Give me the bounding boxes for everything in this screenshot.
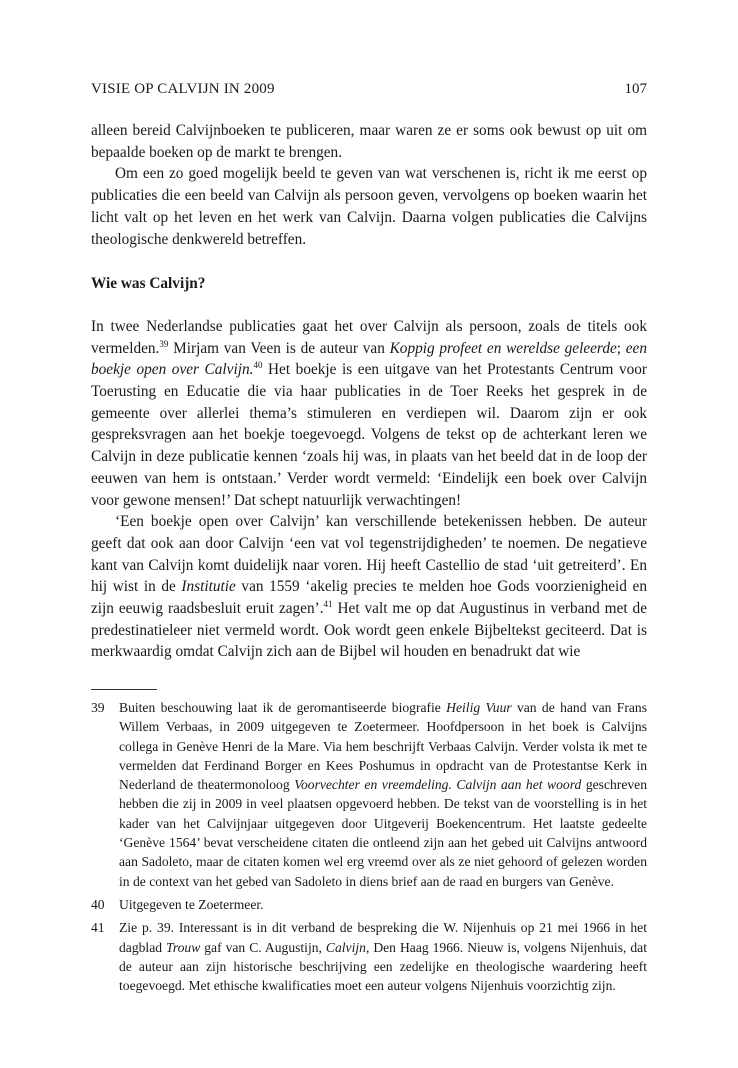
text-run: Het boekje is een uitgave van het Protestants Centrum voor Toerusting en Educatie die via haar publicaties in de Toer Reeks het gesprek in de gemeente over allerlei thema’s stimuleren en verdiepen wil. Daarom zijn er ook gespreksvragen aan het boekje toegevoegd. Volgens de tekst op de achterkant leren we Calvijn in deze publicatie kennen ‘zoals hij was, in plaats van het beeld dat in de loop der eeuwen van hem is ontstaan.’ Verder wordt vermeld: ‘Eindelijk een boek over Calvijn voor gewone mensen!’ Dat schept natuurlijk verwachtingen! [91, 361, 647, 509]
text-run: Zie p. 39. Interessant is in dit verband de bespreking die W. Nijenhuis op 21 mei 1966 in het dagblad [119, 920, 647, 955]
main-text [91, 120, 647, 663]
footnote-ref-39[interactable]: 39 [159, 338, 169, 349]
text-run: Buiten beschouwing laat ik de geromantiseerde biografie [119, 700, 447, 715]
footnote-number: 41 [91, 920, 105, 936]
running-title: VISIE OP CALVIJN IN 2009 [91, 81, 275, 97]
footnotes [91, 698, 647, 999]
text-run: ‘Een boekje open over Calvijn’ kan verschillende betekenissen hebben. De auteur geeft dat ook aan door Calvijn ‘een vat vol tegenstrijdigheden’ te noemen. De negatieve kant van Calvijn komt duidelijk naar voren. Hij heeft Castellio de stad ‘uit getreiterd’. En hij wist in de [91, 513, 647, 596]
text-run: Mirjam van Veen is de auteur van [168, 339, 390, 357]
paragraph-boekje [91, 511, 647, 663]
text-run: ; [616, 339, 626, 357]
footnote-40 [91, 895, 647, 914]
book-title: Heilig Vuur [446, 700, 512, 715]
book-title: Koppig profeet en wereldse geleerde [389, 339, 617, 357]
running-head [91, 78, 647, 100]
text-run: van de hand van Frans Willem Verbaas, in 2009 uitgegeven te Zoetermeer. Hoofdpersoon in het boek is Calvijns collega in Genève Henri de la Mare. Via hem beschrijft Verbaas Calvijn. Verder volsta ik met te vermelden dat Ferdinand Borger en Kees Poshumus in opdracht van de Protestantse Kerk in Nederland de theatermonoloog [119, 700, 647, 793]
footnote-number: 40 [91, 896, 105, 912]
page-number: 107 [624, 81, 647, 97]
paragraph-intro: Om een zo goed mogelijk beeld te geven van wat verschenen is, richt ik me eerst op publicaties die een beeld van Calvijn als persoon geven, vervolgens op boeken waarin het licht valt op het leven en het werk van Calvijn. Daarna volgen publicaties die Calvijns theologische denkwereld betreffen. [91, 165, 647, 248]
text-run: gaf van C. Augustijn, [200, 939, 326, 955]
paragraph-persons [91, 316, 647, 511]
work-title: Institutie [181, 578, 236, 596]
text-run: In twee Nederlandse publicaties gaat het over Calvijn als persoon, zoals de titels ook vermelden. [91, 317, 647, 357]
footnote-separator [91, 689, 157, 690]
book-title: Calvijn [325, 939, 366, 955]
paragraph-continuation: alleen bereid Calvijnboeken te publiceren, maar waren ze er soms ook bewust op uit om bepaalde boeken op de markt te brengen. [91, 122, 647, 161]
footnote-number: 39 [91, 700, 105, 715]
text-run: Het valt me op dat Augustinus in verband met de predestinatieleer niet vermeld wordt. Ook wordt geen enkele Bijbeltekst geciteerd. Dat is merkwaardig omdat Calvijn zich aan de Bijbel wil houden en benadrukt dat wie [91, 600, 647, 661]
play-title: Voorvechter en vreemdeling. Calvijn aan het woord [294, 777, 582, 793]
text-run: van 1559 ‘akelig precies te melden hoe Gods voorzienigheid en zijn eeuwig raadsbesluit eruit zagen’. [91, 578, 647, 618]
section-heading: Wie was Calvijn? [91, 275, 206, 293]
footnote-39 [91, 698, 647, 891]
text-run: Uitgegeven te Zoetermeer. [119, 896, 264, 912]
book-subtitle: een boekje open over Calvijn. [91, 339, 647, 379]
text-run: , Den Haag 1966. Nieuw is, volgens Nijenhuis, dat de auteur aan zijn historische beschrijving een zedelijke en theologische waardering heeft toegevoegd. Met ethische kwalificaties moet een auteur volgens Nijenhuis voorzichtig zijn. [119, 939, 647, 994]
newspaper-title: Trouw [166, 939, 201, 955]
footnote-ref-41[interactable]: 41 [323, 599, 333, 610]
text-run: geschreven hebben die zij in 2009 in veel plaatsen opgevoerd hebben. De tekst van de voorstelling is in het kader van het Calvijnjaar uitgegeven door Uitgeverij Boekencentrum. Het laatste gedeelte ‘Genève 1564’ bevat verscheidene citaten die ontleend zijn aan het gebed uit Calvijns antwoord aan Sadoleto, maar de citaten komen wel erg vreemd over als ze niet gehoord of gelezen worden in de context van het gebed van Sadoleto in diens brief aan de raad en burgers van Genève. [119, 777, 647, 889]
footnote-41 [91, 918, 647, 995]
footnote-ref-40[interactable]: 40 [253, 360, 263, 371]
